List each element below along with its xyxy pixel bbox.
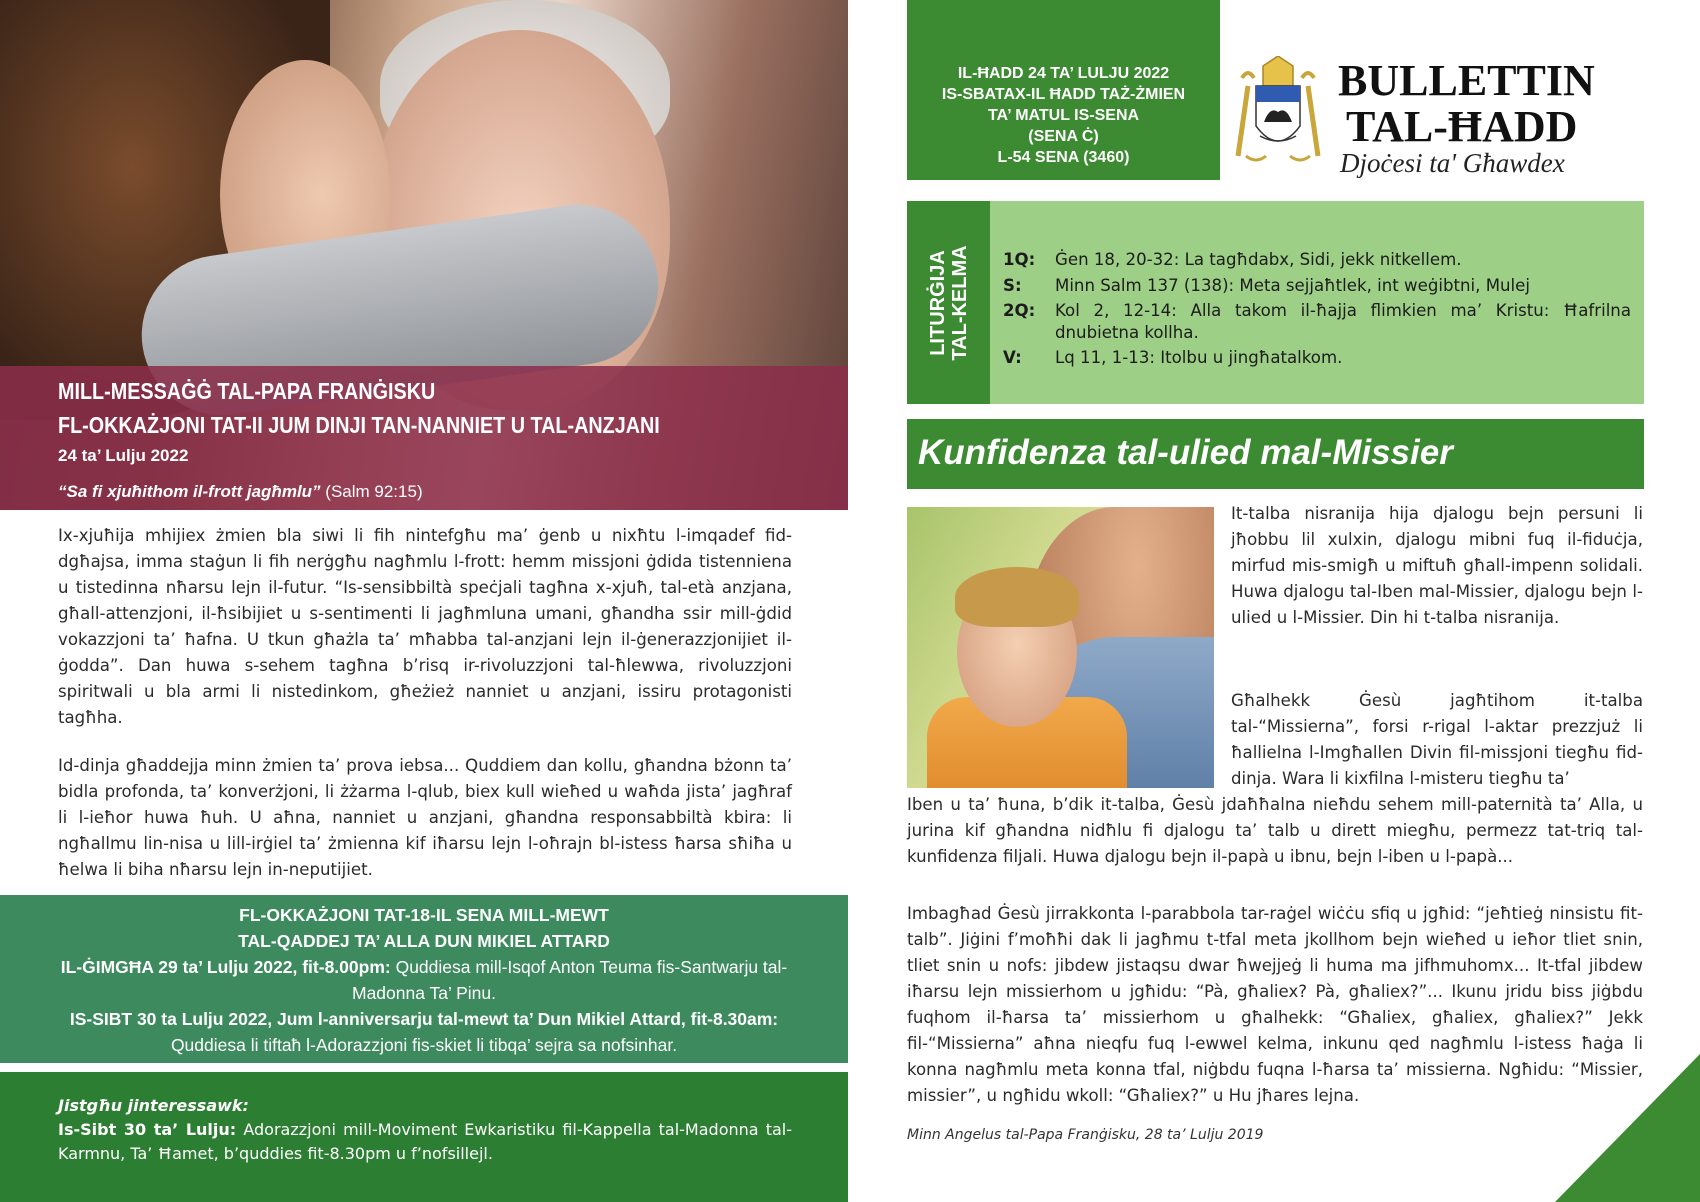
masthead-subtitle: Djoċesi ta' Għawdex (1340, 148, 1565, 178)
reading-key: 2Q: (1003, 301, 1036, 320)
reading-value: Kol 2, 12-14: Alla takom il-ħajja flimkien ma’ Kristu: Ħafrilna dnubietna kollha. (1055, 301, 1631, 342)
reading-key: S: (1003, 276, 1022, 295)
anniversary-event-box (0, 895, 848, 1063)
interest-label: Jistgħu jinteressawk: (58, 1096, 249, 1115)
reading-value: Lq 11, 1-13: Itolbu u jingħatalkom. (1055, 348, 1343, 367)
reading-key: V: (1003, 348, 1022, 367)
event-title-line1: FL-OKKAŻJONI TAT-18-IL SENA MILL-MEWT (239, 905, 609, 925)
reading-value: Minn Salm 137 (138): Meta sejjaħtlek, int weġibtni, Mulej (1055, 276, 1530, 295)
event-item-2 (40, 1006, 808, 1058)
masthead-title-line2: TAL-ĦADD (1346, 102, 1578, 151)
event-item-1-date: IL-ĠIMGĦA 29 ta’ Lulju 2022, fit-8.00pm: (60, 957, 391, 977)
article-paragraph-2-end: Iben u ta’ ħuna, b’dik it-talba, Ġesù jdaħħalna nieħdu sehem mill-paternità ta’ Alla, u jurina kif għandna nidħlu fi djalogu ta’ talb u dirett miegħu, permezz tat-triq tal-kunfidenza filjali. Huwa djalogu bejn il-papà u ibnu, bejn l-iben u l-papà... (907, 795, 1643, 866)
reading-value: Ġen 18, 20-32: La tagħdabx, Sidi, jekk nitkellem. (1055, 250, 1462, 269)
article-paragraph-3: Imbagħad Ġesù jirrakkonta l-parabbola tar-raġel wiċċu sfiq u jgħid: “jeħtieġ ninsistu fit-talb”. Jiġini f’moħħi dak li jagħmu t-tfal meta jkollhom bejn wieħed u ieħor tliet snin, tliet snin u nofs: jibdew jistaqsu dwar ħwejjeġ li huma ma jifhmuhomx... It-tfal jibdew iħarsu lejn missierhom u jgħidu: “Pà, għaliex? Pà, għaliex?”... Ikunu jridu biss jiġbdu fuqhom il-ħarsa ta’ missierhom u għalhekk: “Għaliex, għaliex, għaliex?” Jekk fil-“Missierna” aħna nieqfu fuq l-ewwel kelma, inkunu qed nagħmlu l-istess ħaġa li konna nagħmlu meta konna tfal, niġbdu fuqna l-ħarsa ta’ missierna. Ngħidu: “Missier, missier”, u ngħidu wkoll: “Għaliex?” u Hu jħares lejna. (907, 904, 1643, 1105)
event-item-1-text: Quddiesa mill-Isqof Anton Teuma fis-Santwarju tal-Madonna Ta’ Pinu. (352, 957, 788, 1003)
date-box (907, 0, 1220, 180)
article-paragraph-2-start: Għalhekk Ġesù jagħtihom it-talba tal-“Missierna”, forsi r-rigal l-aktar prezzjuż li ħallielna l-Imgħallen Divin fil-missjoni tiegħu fid-dinja. Wara li kixfilna l-misteru tiegħu ta’ (1231, 691, 1643, 788)
banner-title-line1: MILL-MESSAĠĠ TAL-PAPA FRANĠISKU (58, 378, 436, 404)
date-line-1: IL-ĦADD 24 TA’ LULJU 2022 (957, 65, 1170, 82)
event-item-2-date: IS-SIBT 30 ta Lulju 2022, Jum l-anniversarju tal-mewt ta’ Dun Mikiel Attard, fit-8.30am: (69, 1009, 779, 1029)
diocese-coat-of-arms-icon (1228, 56, 1328, 176)
article-headline: Kunfidenza tal-ulied mal-Missier (918, 433, 1453, 472)
liturgy-label-line2: TAL-KELMA (949, 245, 971, 361)
liturgy-label (907, 201, 990, 404)
article-source: Minn Angelus tal-Papa Franġisku, 28 ta’ Lulju 2019 (907, 1127, 1264, 1143)
date-line-5: L-54 SENA (3460) (997, 149, 1130, 166)
reading-key: 1Q: (1003, 250, 1036, 269)
date-line-3: TA’ MATUL IS-SENA (987, 107, 1140, 124)
message-banner (0, 366, 848, 510)
event-item-2-text: Quddiesa li tiftaħ l-Adorazzjoni fis-skiet li tibqa’ sejra sa nofsinhar. (170, 1035, 678, 1055)
banner-title-line2: FL-OKKAŻJONI TAT-II JUM DINJI TAN-NANNIET U TAL-ANZJANI (58, 412, 660, 438)
date-line-4: (SENA Ċ) (1028, 128, 1099, 145)
event-item-1 (40, 954, 808, 1006)
quote-reference: (Salm 92:15) (325, 482, 423, 501)
interest-text (58, 1118, 792, 1166)
masthead-title-line1: BULLETTIN (1338, 56, 1595, 105)
interest-detail: Adorazzjoni mill-Moviment Ewkaristiku fil-Kappella tal-Madonna tal-Karmnu, Ta’ Ħamet, b’quddies fit-8.30pm u f’nofsillejl. (58, 1120, 792, 1163)
father-and-son-photo (907, 507, 1214, 788)
interest-date: Is-Sibt 30 ta’ Lulju: (58, 1120, 237, 1139)
corner-triangle-decoration (1555, 1054, 1700, 1202)
liturgy-label-line1: LITURĠIJA (927, 250, 949, 356)
message-paragraph-2: Id-dinja għaddejja minn żmien ta’ prova iebsa... Quddiem dan kollu, għandna bżonn ta’ bidla profonda, ta’ konverżjoni, li żżarma l-qlub, biex kull wieħed u waħda jista’ jagħraf li l-ieħor huwa ħuh. U aħna, nanniet u anzjani, għandna responsabbiltà kbira: li ngħallmu lin-nisa u lill-irġiel ta’ żmienna kif iħarsu lejn l-oħrajn bl-istess ħarsa sħiħa u ħelwa li biha nħarsu lejn in-neputijiet. (58, 756, 792, 879)
article-paragraph-1: It-talba nisranija hija djalogu bejn persuni li jħobbu lil xulxin, djalogu mibni fuq il-fiduċja, mirfud mis-smigħ u miftuħ għall-impenn solidali. Huwa djalogu tal-Iben mal-Missier, djalogu bejn l-ulied u l-Missier. Din hi t-talba nisranija. (1231, 504, 1643, 627)
message-paragraph-1: Ix-xjuħija mhijiex żmien bla siwi li fih nintefgħu ma’ ġenb u nixħtu l-imqadef fid-dgħajsa, imma staġun li fih nerġgħu nagħmlu l-frott: hemm missjoni ġdida tistenniena u tistedinna nħarsu lejn il-futur. “Is-sensibbiltà speċjali tagħna x-xjuħ, tal-età anzjana, għall-attenzjoni, il-ħsibijiet u s-sentimenti li jagħmluna umani, għandha ssir mill-ġdid vokazzjoni ta’ ħafna. U tkun għażla ta’ mħabba tal-anzjani lejn il-ġenerazzjonijiet il-ġodda”. Dan huwa s-sehem tagħna b’risq ir-rivoluzzjoni tal-ħlewwa, rivoluzzjoni spiritwali u bla armi li nistedinkom, għeżież nanniet u anzjani, issiru protagonisti tagħha. (58, 526, 792, 727)
banner-date: 24 ta’ Lulju 2022 (58, 446, 189, 465)
banner-quote (58, 482, 423, 502)
quote-text: “Sa fi xjuħithom il-frott jagħmlu” (58, 482, 321, 501)
event-title-line2: TAL-QADDEJ TA’ ALLA DUN MIKIEL ATTARD (238, 931, 610, 951)
date-line-2: IS-SBATAX-IL ĦADD TAŻ-ŻMIEN (941, 86, 1186, 103)
interest-box (0, 1072, 848, 1202)
